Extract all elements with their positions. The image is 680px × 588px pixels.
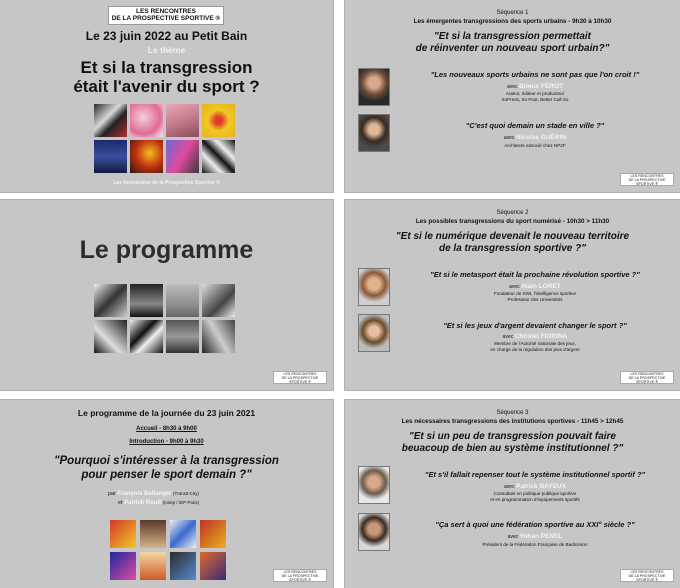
talk2-title: "C'est quoi demain un stade en ville ?" [465, 121, 605, 130]
session-question [345, 31, 680, 55]
avec-label: avec [509, 284, 520, 290]
talk1-title: "Et s'il fallait repenser tout le système institutionnel sportif ?" [424, 470, 646, 479]
artwork-thumbnail [202, 284, 235, 317]
speaker-name: Alain LORET [521, 283, 561, 290]
event-logo-small: LES RENCONTRES DE LA PROSPECTIVE SPORTIVE ® [273, 569, 327, 582]
session-title: Les émergentes transgressions des sports urbains - 9h30 à 10h30 [413, 18, 612, 25]
theme-title [0, 58, 333, 96]
artwork-thumbnail [94, 284, 127, 317]
slide-theme [0, 0, 333, 192]
talk1-role [390, 291, 680, 303]
artwork-thumbnail [140, 552, 166, 580]
et-label: et [118, 500, 123, 506]
artwork-thumbnail [202, 104, 235, 137]
artwork-thumbnail [110, 520, 136, 548]
slide-sequence-3 [345, 400, 680, 588]
artwork-thumbnail [140, 520, 166, 548]
artwork-thumbnail [94, 104, 127, 137]
programme-title: Le programme [79, 236, 254, 264]
intro-question [0, 454, 333, 482]
artwork-thumbnail [94, 320, 127, 353]
accueil-time: Accueil - 8h30 à 9h00 [136, 426, 197, 432]
session-question [345, 231, 680, 255]
sequence-label: Séquence 2 [496, 210, 529, 216]
speaker-role-line1: Fondateur de SWI, l'intelligence sportive [493, 291, 577, 296]
speaker-role-line1: Auteur, éditeur et producteur [505, 91, 565, 96]
talk2-title: "Ça sert à quoi une fédération sportive au XXI° siècle ?" [435, 520, 635, 529]
artwork-thumbnail [200, 520, 226, 548]
speaker-photo [358, 114, 390, 152]
slide-sequence-2 [345, 200, 680, 390]
theme-label: Le thème [147, 45, 186, 55]
speaker-name: Christel FIORINA [514, 333, 568, 340]
event-logo-small: LES RENCONTRES DE LA PROSPECTIVE SPORTIVE ® [620, 371, 674, 384]
talk2-role: Président de la Fédération Française de Badminton [482, 542, 588, 547]
speaker-role-line2: SoPress, So Foot, Better Call So [501, 97, 569, 102]
artwork-thumbnail [170, 520, 196, 548]
session-question-line2: de la transgression sportive ?" [438, 243, 586, 254]
talk2-speaker [390, 333, 680, 340]
event-date: Le 23 juin 2022 au Petit Bain [85, 29, 248, 43]
programme-heading: Le programme de la journée du 23 juin 2021 [77, 408, 256, 418]
artwork-thumbnail [130, 284, 163, 317]
talk2-speaker [390, 533, 680, 540]
talk1-title: "Les nouveaux sports urbains ne sont pas que l'on croit !" [430, 70, 640, 79]
artwork-thumbnail [170, 552, 196, 580]
artwork-thumbnail [166, 140, 199, 173]
par-label: par [108, 491, 116, 497]
speaker-photo [358, 268, 390, 306]
logo-line1: LES RENCONTRES [136, 8, 196, 15]
sequence-label: Séquence 3 [496, 410, 529, 416]
speaker1-org: (Transit-City) [173, 491, 199, 496]
speaker-name: Yohan PENEL [519, 533, 563, 540]
footer-text: Les Rencontres de la Prospective Sportive ® [113, 180, 220, 186]
talk1-speaker [390, 283, 680, 290]
talk2-role: Architecte associé chez NP2F [504, 143, 566, 148]
talk2-speaker [390, 134, 680, 141]
theme-title-line1: Et si la transgression [80, 58, 253, 77]
speaker-name: Patrick BAYEUX [515, 483, 566, 490]
artwork-thumbnail [166, 320, 199, 353]
speaker-name: Nicolas GUÉRIN [515, 134, 567, 141]
talk2-title: "Et si les jeux d'argent devaient changer le sport ?" [443, 321, 627, 330]
event-logo-small: LES RENCONTRES DE LA PROSPECTIVE SPORTIVE ® [273, 371, 327, 384]
avec-label: avec [503, 135, 515, 141]
artwork-thumbnail [166, 104, 199, 137]
speaker-photo [358, 466, 390, 504]
avec-label: avec [507, 534, 519, 540]
session-question-line1: "Et si le numérique devenait le nouveau territoire [395, 231, 630, 242]
speaker2-org: (Insep / IEP Paris) [162, 500, 200, 505]
artwork-thumbnail [130, 104, 163, 137]
speaker-name: Brieux FÉROT [518, 83, 563, 90]
intro-time: Introduction - 9h00 à 9h30 [129, 439, 204, 445]
avec-label: avec [502, 334, 514, 340]
talk1-role [390, 91, 680, 103]
speaker-photo [358, 513, 390, 551]
event-logo-small: LES RENCONTRES DE LA PROSPECTIVE SPORTIVE ® [620, 569, 674, 582]
event-logo-small: LES RENCONTRES DE LA PROSPECTIVE SPORTIVE ® [620, 173, 674, 186]
avec-label: avec [506, 84, 518, 90]
speaker-role-line2: en charge de la régulation des jeux d'argent [490, 347, 580, 352]
intro-question-line1: "Pourquoi s'intéresser à la transgression [54, 455, 279, 467]
speaker-role-line1: Membre de l'Autorité nationale des jeux, [494, 341, 576, 346]
speaker-line2 [118, 500, 199, 506]
artwork-thumbnail [202, 320, 235, 353]
session-title: Les nécessaires transgressions des institutions sportives - 11h45 > 12h45 [401, 418, 624, 425]
speaker2-name: Patrick Roult [124, 500, 162, 506]
session-question-line2: beuacoup de bien au système institutionnel ?" [401, 443, 624, 454]
artwork-thumbnail [200, 552, 226, 580]
theme-title-line2: était l'avenir du sport ? [73, 77, 260, 96]
event-logo [108, 6, 224, 25]
session-question-line1: "Et si un peu de transgression pouvait faire [408, 431, 616, 442]
speaker-photo [358, 68, 390, 106]
session-title: Les possibles transgressions du sport numérisé - 10h30 > 11h30 [415, 218, 610, 225]
talk1-speaker [390, 83, 680, 90]
artwork-thumbnail [94, 140, 127, 173]
logo-line2: DE LA PROSPECTIVE SPORTIVE ® [111, 14, 221, 22]
artwork-thumbnail [130, 320, 163, 353]
artwork-thumbnail [202, 140, 235, 173]
slide-sequence-1 [345, 0, 680, 192]
talk1-title: "Et si le metasport était la prochaine révolution sportive ?" [430, 270, 640, 279]
artwork-thumbnail [130, 140, 163, 173]
session-question-line2: de réinventer un nouveau sport urbain?" [415, 43, 610, 54]
artwork-thumbnail [110, 552, 136, 580]
avec-label: avec [504, 484, 515, 490]
intro-question-line2: pour penser le sport demain ?" [81, 469, 252, 481]
talk1-role [390, 491, 680, 503]
slide-programme-day [0, 400, 333, 588]
session-question [345, 431, 680, 455]
artwork-thumbnail [166, 284, 199, 317]
sequence-label: Séquence 1 [496, 10, 529, 16]
speaker-role-line1: Consultant en politique publique sportive [493, 491, 577, 496]
speaker1-name: François Bellanger [117, 491, 172, 497]
speaker-photo [358, 314, 390, 352]
session-question-line1: "Et si la transgression permettait [433, 31, 591, 42]
speaker-role-line2: et en programmation d'équipements sportifs [490, 497, 580, 502]
speaker-line1 [108, 491, 199, 497]
talk2-role [390, 341, 680, 353]
speaker-role-line2: Professeur des Universités [507, 297, 563, 302]
talk1-speaker [390, 483, 680, 490]
slide-programme-title [0, 200, 333, 390]
